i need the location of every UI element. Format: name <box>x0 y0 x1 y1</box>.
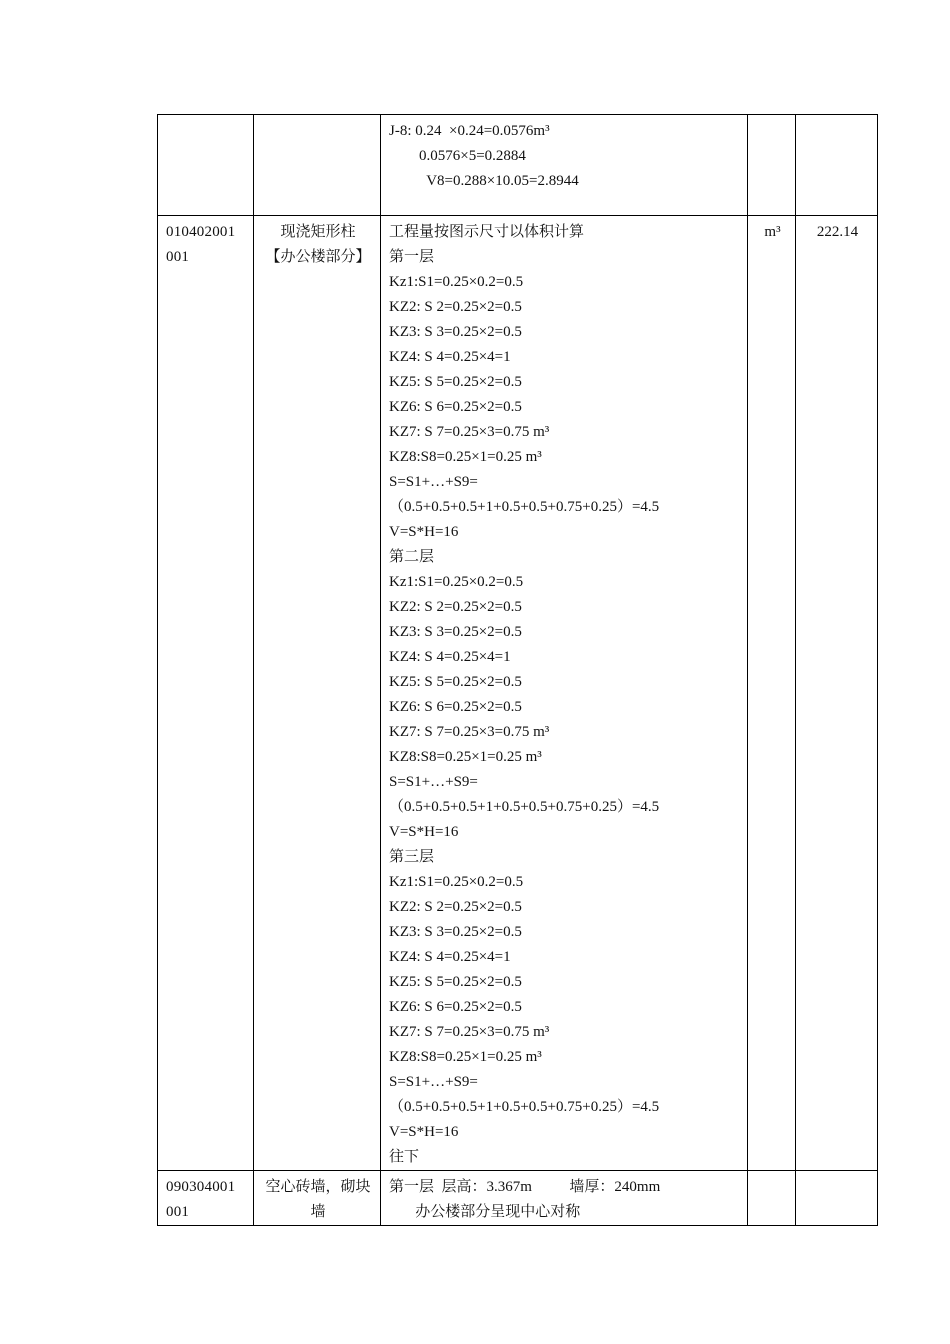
item-name-cell <box>254 1171 381 1226</box>
calculation-line: KZ2: S 2=0.25×2=0.5 <box>389 299 522 315</box>
unit-cell <box>748 1171 796 1226</box>
table-row <box>158 115 878 216</box>
unit-value: m³ <box>764 224 781 240</box>
item-code-line <box>166 144 247 169</box>
calculation-line: 工程量按图示尺寸以体积计算 <box>389 224 585 240</box>
quantity-value <box>804 1175 871 1200</box>
calculation-line: Kz1:S1=0.25×0.2=0.5 <box>389 874 524 890</box>
calculation-line: 办公楼部分呈现中心对称 <box>389 1204 581 1220</box>
item-code-line: 001 <box>166 1204 190 1220</box>
item-name-line <box>262 119 374 144</box>
calculation-line: KZ8:S8=0.25×1=0.25 m³ <box>389 749 542 765</box>
calculation-line: V=S*H=16 <box>389 524 459 540</box>
unit-cell <box>748 115 796 216</box>
calculation-line: KZ8:S8=0.25×1=0.25 m³ <box>389 449 542 465</box>
calculation-details-cell <box>381 115 748 216</box>
calculation-line: J-8: 0.24 ×0.24=0.0576m³ <box>389 123 550 139</box>
calculation-line: KZ3: S 3=0.25×2=0.5 <box>389 324 522 340</box>
calculation-details-cell <box>381 1171 748 1226</box>
item-code-cell <box>158 1171 254 1226</box>
quantity-cell <box>796 1171 878 1226</box>
calculation-details-cell <box>381 216 748 1171</box>
calculation-line: KZ7: S 7=0.25×3=0.75 m³ <box>389 724 550 740</box>
item-name-line: 墙 <box>310 1204 326 1220</box>
calculation-line: KZ3: S 3=0.25×2=0.5 <box>389 924 522 940</box>
item-name-line: 现浇矩形柱 <box>280 224 356 240</box>
calculation-line: （0.5+0.5+0.5+1+0.5+0.5+0.75+0.25）=4.5 <box>389 499 660 515</box>
calculation-line: KZ6: S 6=0.25×2=0.5 <box>389 399 522 415</box>
table-row <box>158 216 878 1171</box>
calculation-line: S=S1+…+S9= <box>389 774 478 790</box>
calculation-line: S=S1+…+S9= <box>389 474 478 490</box>
calculation-line: KZ4: S 4=0.25×4=1 <box>389 949 511 965</box>
item-name-line <box>262 144 374 169</box>
calculation-line: 第三层 <box>389 849 435 865</box>
item-code-line <box>166 119 247 144</box>
calculation-line: V=S*H=16 <box>389 824 459 840</box>
calculation-line: 0.0576×5=0.2884 <box>389 148 526 164</box>
calculation-line: S=S1+…+S9= <box>389 1074 478 1090</box>
item-code-line: 001 <box>166 249 190 265</box>
item-name-cell <box>254 216 381 1171</box>
calculation-line: Kz1:S1=0.25×0.2=0.5 <box>389 274 524 290</box>
calculation-line: KZ5: S 5=0.25×2=0.5 <box>389 374 522 390</box>
calculation-line: KZ7: S 7=0.25×3=0.75 m³ <box>389 424 550 440</box>
calculation-line: KZ3: S 3=0.25×2=0.5 <box>389 624 522 640</box>
item-name-line: 【办公楼部分】 <box>265 249 371 265</box>
calculation-line: Kz1:S1=0.25×0.2=0.5 <box>389 574 524 590</box>
item-name-line: 空心砖墙，砌块 <box>265 1179 371 1195</box>
quantity-cell <box>796 216 878 1171</box>
calculation-line: （0.5+0.5+0.5+1+0.5+0.5+0.75+0.25）=4.5 <box>389 799 660 815</box>
calculation-line: KZ6: S 6=0.25×2=0.5 <box>389 699 522 715</box>
calculation-line: 第一层 层高：3.367m 墙厚：240mm <box>389 1179 661 1195</box>
calculation-line: KZ4: S 4=0.25×4=1 <box>389 349 511 365</box>
unit-cell <box>748 216 796 1171</box>
quantity-cell <box>796 115 878 216</box>
item-code-line: 090304001 <box>166 1179 236 1195</box>
quantity-value <box>804 119 871 144</box>
bill-of-quantities-table <box>157 114 878 1226</box>
calculation-line: KZ6: S 6=0.25×2=0.5 <box>389 999 522 1015</box>
calculation-line: KZ2: S 2=0.25×2=0.5 <box>389 899 522 915</box>
calculation-line: （0.5+0.5+0.5+1+0.5+0.5+0.75+0.25）=4.5 <box>389 1099 660 1115</box>
item-code-cell <box>158 115 254 216</box>
unit-value <box>756 1175 789 1200</box>
item-name-cell <box>254 115 381 216</box>
unit-value <box>756 119 789 144</box>
calculation-line: 第一层 <box>389 249 435 265</box>
calculation-line: V=S*H=16 <box>389 1124 459 1140</box>
item-code-cell <box>158 216 254 1171</box>
quantity-value: 222.14 <box>816 224 859 240</box>
table-row <box>158 1171 878 1226</box>
calculation-line: V8=0.288×10.05=2.8944 <box>389 173 579 189</box>
calculation-line: 往下 <box>389 1149 420 1165</box>
calculation-line: KZ7: S 7=0.25×3=0.75 m³ <box>389 1024 550 1040</box>
calculation-line: KZ5: S 5=0.25×2=0.5 <box>389 674 522 690</box>
item-code-line: 010402001 <box>166 224 236 240</box>
calculation-line: KZ5: S 5=0.25×2=0.5 <box>389 974 522 990</box>
calculation-line: KZ2: S 2=0.25×2=0.5 <box>389 599 522 615</box>
calculation-line: KZ4: S 4=0.25×4=1 <box>389 649 511 665</box>
calculation-line: 第二层 <box>389 549 435 565</box>
calculation-line: KZ8:S8=0.25×1=0.25 m³ <box>389 1049 542 1065</box>
